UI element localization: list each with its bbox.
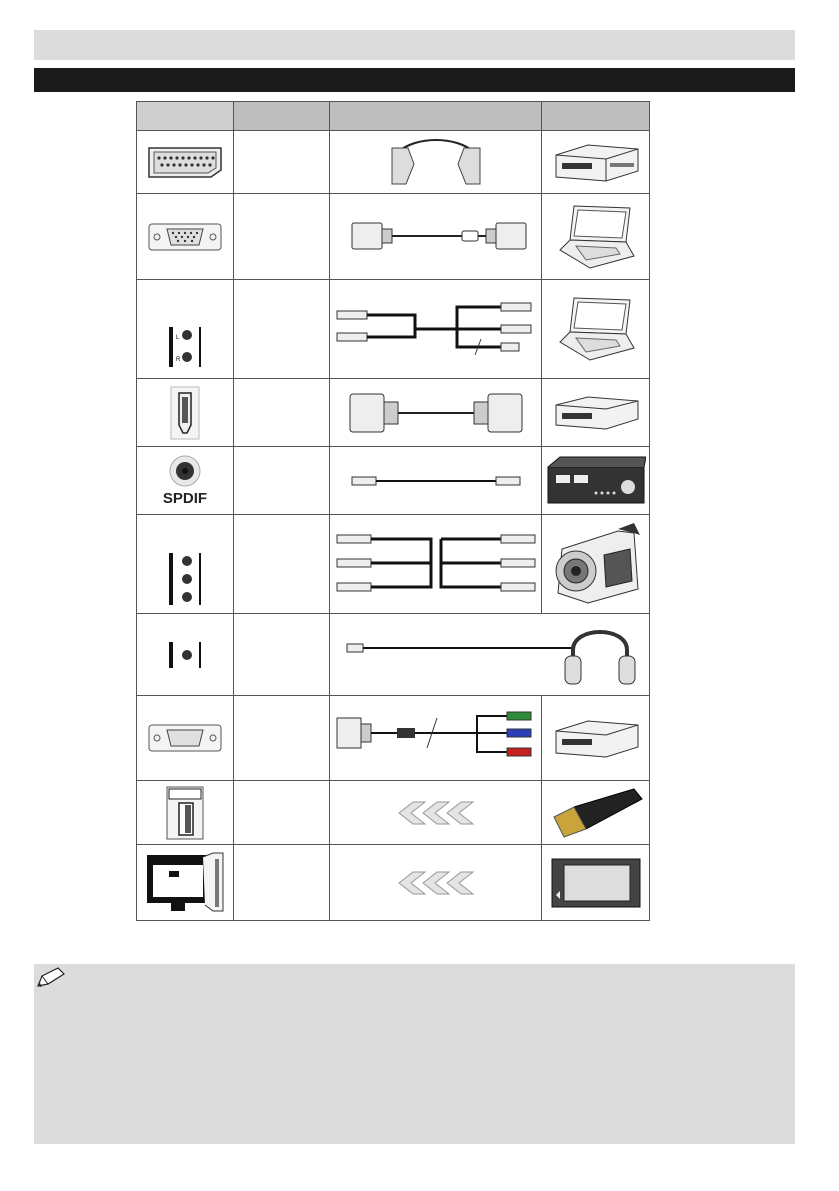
table-row	[137, 696, 650, 781]
ci-module-icon	[548, 855, 644, 911]
recorder-device-cell	[542, 131, 650, 194]
note-box	[34, 964, 795, 1144]
table-row	[137, 447, 650, 515]
ci-arrows-cell	[330, 845, 542, 921]
connection-table	[136, 101, 650, 921]
table-row	[137, 845, 650, 921]
vga-cable-cell	[330, 194, 542, 280]
vga-port-icon	[147, 222, 223, 252]
svg-text:L: L	[176, 335, 180, 341]
svg-text:R: R	[176, 357, 181, 363]
headphone-port-cell	[137, 614, 234, 696]
laptop-device-cell	[542, 194, 650, 280]
dvd-recorder-icon	[548, 391, 644, 435]
spdif-port-label: SPDIF	[162, 490, 208, 507]
side-av2-type-cell	[234, 515, 330, 614]
scart-cable-cell	[330, 131, 542, 194]
dvd-recorder-icon	[548, 137, 644, 187]
side-av-port-icon	[165, 551, 205, 607]
spdif-type-cell	[234, 447, 330, 515]
side-av-type-cell	[234, 280, 330, 379]
usb-port-cell	[137, 781, 234, 845]
table-row	[137, 131, 650, 194]
spdif-port-cell	[137, 447, 234, 515]
table-header-row	[137, 102, 650, 131]
header-device	[542, 102, 650, 131]
side-av2-cable-cell	[330, 515, 542, 614]
ypbpr-type-cell	[234, 696, 330, 781]
usb-device-cell	[542, 781, 650, 845]
laptop-icon	[556, 202, 636, 272]
table-row	[137, 280, 650, 379]
side-av-cable-cell	[330, 280, 542, 379]
camcorder-device-cell	[542, 515, 650, 614]
usb-port-icon	[165, 785, 205, 841]
note-pencil-icon	[36, 966, 66, 990]
hdmi-cable-cell	[330, 379, 542, 447]
coaxial-cable-icon	[346, 471, 526, 491]
ci-device-cell	[542, 845, 650, 921]
usb-type-cell	[234, 781, 330, 845]
av-cable-icon	[331, 529, 541, 599]
headphone-type-cell	[234, 614, 330, 696]
dvd-recorder-icon	[548, 713, 644, 763]
section-title-bar	[34, 68, 795, 92]
headphone-icon	[335, 620, 645, 690]
headphone-cable-cell	[330, 614, 650, 696]
vga-port-icon	[147, 723, 223, 753]
table-row	[137, 379, 650, 447]
usb-arrows-cell	[330, 781, 542, 845]
vga-cable-icon	[336, 217, 536, 257]
insert-arrows-icon	[391, 800, 481, 826]
audio-cable-icon	[331, 299, 541, 359]
hdmi-port-icon	[169, 385, 201, 441]
headphone-port-icon	[165, 640, 205, 670]
spdif-port-icon	[163, 454, 207, 488]
hdmi-cable-icon	[336, 390, 536, 436]
header-cables	[330, 102, 542, 131]
header-connector	[137, 102, 234, 131]
side-av-port-cell	[137, 280, 234, 379]
scart-port-icon	[145, 144, 225, 180]
ypbpr-port-cell	[137, 696, 234, 781]
spdif-cable-cell	[330, 447, 542, 515]
laptop-icon	[556, 294, 636, 364]
camcorder-icon	[548, 519, 644, 609]
ci-port-cell	[137, 845, 234, 921]
table-row	[137, 781, 650, 845]
component-cable-icon	[331, 708, 541, 768]
scart-port-cell	[137, 131, 234, 194]
side-av-port-icon	[165, 325, 205, 369]
usb-stick-icon	[546, 783, 646, 843]
hdmi-port-cell	[137, 379, 234, 447]
amplifier-icon	[546, 453, 646, 509]
ci-type-cell	[234, 845, 330, 921]
header-band	[34, 30, 795, 60]
table-row	[137, 515, 650, 614]
ypbpr-device-cell	[542, 696, 650, 781]
side-av2-port-cell	[137, 515, 234, 614]
amplifier-device-cell	[542, 447, 650, 515]
tv-ci-slot-icon	[143, 851, 227, 915]
hdmi-device-cell	[542, 379, 650, 447]
vga-port-cell	[137, 194, 234, 280]
vga-type-cell	[234, 194, 330, 280]
hdmi-type-cell	[234, 379, 330, 447]
scart-type-cell	[234, 131, 330, 194]
table-row	[137, 614, 650, 696]
scart-cable-icon	[336, 134, 536, 190]
table-row	[137, 194, 650, 280]
insert-arrows-icon	[391, 870, 481, 896]
header-type	[234, 102, 330, 131]
ypbpr-cable-cell	[330, 696, 542, 781]
laptop2-device-cell	[542, 280, 650, 379]
